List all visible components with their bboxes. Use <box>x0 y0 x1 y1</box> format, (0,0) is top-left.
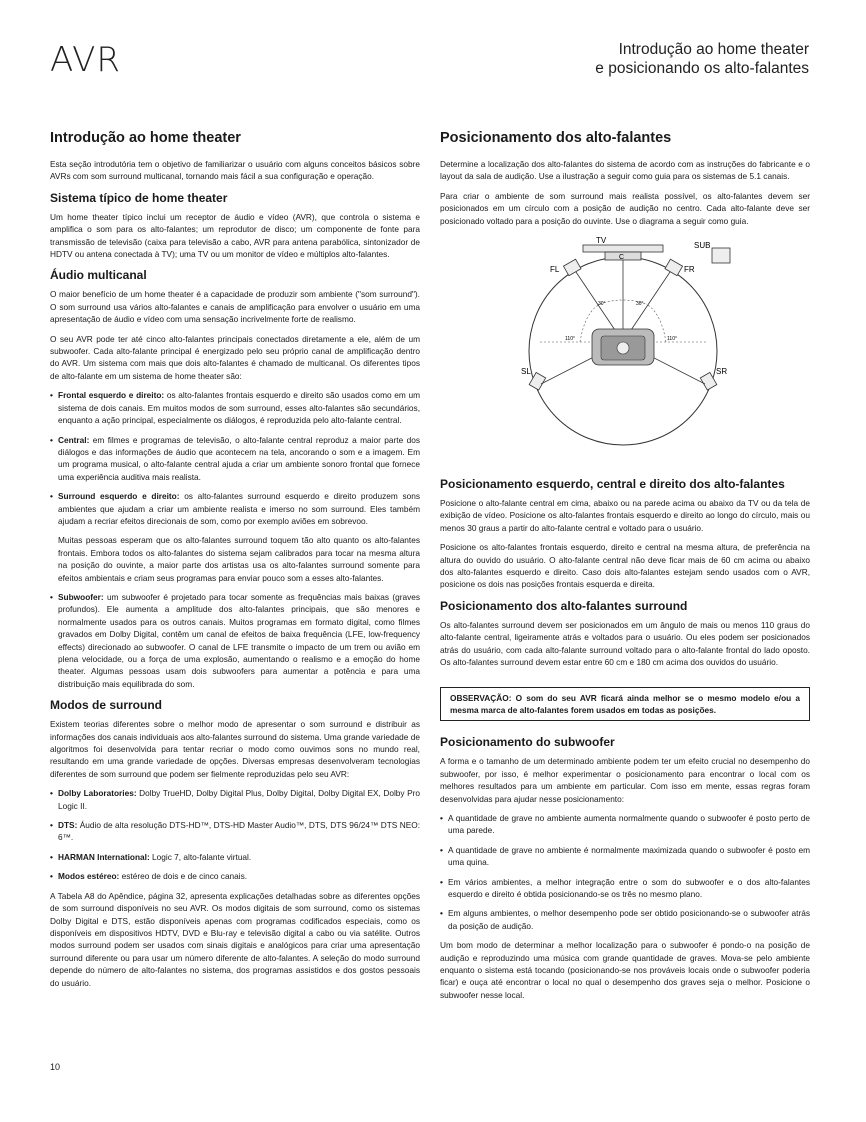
placement-paragraph-1: Determine a localização dos alto-falantes do sistema de acordo com as instruções do fabricante e o layout da sala de audição. Use a ilustração a seguir como guia para os sistemas de 5.1 canais. <box>440 159 810 182</box>
list-text: um subwoofer é projetado para tocar somente as frequências mais baixas (graves profundos). Ele aumenta a amplitude dos alto-falantes principais, que são menores e normalmente usados para os outros canais. Muitos programas em formato digital, como filmes gravados em Dolby Digital, contêm um canal de efeitos de baixa frequência (LFE, low-frequency effects) direcionado ao subwoofer. O canal de LFE transmite o impacto de um trem ou avião em plena velocidade, ou a força de uma explosão, aumentando o realismo e a emoção do home theater. Algumas pessoas usam dois subwoofers para aumentar a potência e para uma distribuição mais equilibrada do som. <box>58 591 420 689</box>
list-item: • Em vários ambientes, a melhor integração entre o som do subwoofer e o dos alto-falantes esquerdo e direito é obtida posicionando-se os três no mesmo plano. <box>440 876 810 901</box>
label-angle-surround-left: 110° <box>565 336 575 343</box>
list-term: Subwoofer: <box>58 591 104 602</box>
page-number: 10 <box>50 1062 61 1072</box>
list-term: Frontal esquerdo e direito: <box>58 390 165 401</box>
list-item: • A quantidade de grave no ambiente é normalmente maximizada quando o subwoofer é posto em uma quina. <box>440 844 810 869</box>
note-text: OBSERVAÇÃO: O som do seu AVR ficará ainda melhor se o mesmo modelo e/ou a mesma marca de alto-falantes forem usados em todas as posições. <box>450 692 800 715</box>
section-title-placement: Posicionamento dos alto-falantes <box>440 130 672 146</box>
list-text: Logic 7, alto-falante virtual. <box>149 851 252 862</box>
right-column <box>440 130 810 1008</box>
heading-front-placement: Posicionamento esquerdo, central e direito dos alto-falantes <box>440 477 785 492</box>
list-item-harman <box>50 851 420 863</box>
list-text: em filmes e programas de televisão, o alto-falante central reproduz a maior parte dos diálogos e das informações de áudio que acontecem na tela, ancorando o som e a imagem. Em um programa musical, o alto-falante central ajuda a criar um ambiente sonoro frontal que fornece uma experiência auditiva mais realista. <box>58 434 420 482</box>
surround-paragraph-1: Os alto-falantes surround devem ser posicionados em um ângulo de mais ou menos 110 graus do alto-falante central, ligeiramente atrás e voltados para o usuário. Ou eles podem ser posicionados atrás do usuário, com cada alto-falante surround voltado para o alto-falante frontal do lado oposto. Os alto-falantes surround devem estar entre 60 cm e 180 cm acima dos ouvidos do usuário. <box>440 619 810 668</box>
label-center: C <box>619 254 625 262</box>
front-paragraph-1: Posicione o alto-falante central em cima, abaixo ou na parede acima ou abaixo da TV ou da tela de exibição de vídeo. Posicione os alto-falantes frontais esquerdo e direito ao longo do círculo, mais ou menos 30 graus a partir do alto-falante central e voltado para o usuário. <box>440 498 810 533</box>
list-item-stereo <box>50 870 420 882</box>
header-line-2: e posicionando os alto-falantes <box>595 60 809 77</box>
list-text: Áudio de alta resolução DTS-HD™, DTS-HD Master Audio™, DTS, DTS 96/24™ DTS NEO: 6™. <box>58 820 420 843</box>
list-text: os alto-falantes surround esquerdo e direito produzem sons ambientes que ajudam a criar um ambiente realista e imerso no som surround. Eles também ajudam a recriar efeitos direcionais de som, como por exemplo aviões em sobrevoo. <box>58 491 420 526</box>
label-sr: SR <box>716 367 728 377</box>
tv-screen <box>583 245 663 252</box>
surround-note-paragraph: Muitas pessoas esperam que os alto-falantes surround toquem tão alto quanto os alto-falantes frontais. Embora todos os alto-falantes do sistema sejam calibrados para tocar na mesma altura na posição do ouvinte, a maior parte dos artistas usa os alto-falantes surround somente para efeitos ambientais e criam seus programas para enviar pouco som a esses alto-falantes. <box>58 535 420 583</box>
left-column <box>50 130 420 996</box>
list-text: os alto-falantes frontais esquerdo e direito são usados como em um sistema de dois canais. Em muitos modos de som surround, esses alto-falantes são secundários, enquanto a ação principal, especialmente os diálogos, é reproduzida pelo alto-falante central. <box>58 390 421 426</box>
list-item-surround <box>50 490 420 527</box>
section-title-intro: Introdução ao home theater <box>50 130 241 146</box>
heading-surround-placement: Posicionamento dos alto-falantes surround <box>440 598 688 613</box>
label-angle-front-right: 30° <box>636 301 644 308</box>
listener-couch <box>592 329 654 365</box>
front-paragraph-2: Posicione os alto-falantes frontais esquerdo, direito e central na mesma altura, de preferência na altura do ouvido do usuário. O alto-falante central não deve ficar mais de 60 cm acima ou abaixo dos alto-falantes esquerdo e direito. Caso dois alto-falantes estejam sendo usados com o AVR, posicione os dois nas posições frontais esquerda e direita. <box>440 542 810 590</box>
list-term: DTS: <box>58 820 78 831</box>
brand-logo: AVR <box>50 40 121 80</box>
intro-paragraph: Esta seção introdutória tem o objetivo de familiarizar o usuário com alguns conceitos básicos sobre AVRs com som surround multicanal, tornando mais fácil a sua configuração e operação. <box>50 159 420 182</box>
note-box <box>440 687 810 722</box>
multichannel-paragraph-1: O maior benefício de um home theater é a capacidade de produzir som ambiente ("som surround"). O som surround usa vários alto-falantes e canais de amplificação para envolver o usuário em uma apresentação de áudio e vídeo com uma sensação incrivelmente forte de realismo. <box>50 289 420 325</box>
label-tv: TV <box>596 236 607 246</box>
list-term: Surround esquerdo e direito: <box>58 491 180 502</box>
speaker-placement-diagram <box>440 236 810 458</box>
listener-icon <box>617 342 629 354</box>
list-term: Central: <box>58 434 90 445</box>
label-fr: FR <box>684 265 695 275</box>
list-item: • Em alguns ambientes, o melhor desempenho pode ser obtido posicionando-se o subwoofer atrás da posição de audição. <box>440 907 810 932</box>
label-angle-front-left: 30° <box>598 301 606 308</box>
front-left-speaker <box>563 259 581 276</box>
list-item: • A quantidade de grave no ambiente aumenta normalmente quando o subwoofer é posto perto de uma parede. <box>440 812 810 837</box>
list-item-dts <box>50 819 420 844</box>
list-term: HARMAN International: <box>58 851 150 862</box>
header-line-1: Introdução ao home theater <box>618 41 809 58</box>
label-fl: FL <box>550 265 560 275</box>
list-text: estéreo de dois e de cinco canais. <box>119 871 248 882</box>
placement-paragraph-2: Para criar o ambiente de som surround mais realista possível, os alto-falantes devem ser posicionados em um círculo com a posição de audição no centro. Cada alto-falante deve ser posicionado voltado para a posição do ouvinte. Use o diagrama a seguir como guia. <box>440 190 810 226</box>
label-angle-surround-right: 110° <box>667 336 677 343</box>
multichannel-paragraph-2: O seu AVR pode ter até cinco alto-falantes principais conectados diretamente a ele, além de um subwoofer. Cada alto-falante principal é energizado pelo seu próprio canal de amplificação dentro do AVR. Um sistema com mais que dois alto-falantes é chamado de multicanal. Os diferentes tipos de alto-falante em um sistema de home theater são: <box>50 333 420 381</box>
subwoofer-box <box>712 248 730 263</box>
list-item-front <box>50 389 420 426</box>
heading-subwoofer-placement: Posicionamento do subwoofer <box>440 735 615 750</box>
list-item-dolby <box>50 787 420 812</box>
heading-typical-system: Sistema típico de home theater <box>50 190 228 205</box>
list-text: Dolby TrueHD, Dolby Digital Plus, Dolby Digital, Dolby Digital EX, Dolby Pro Logic II. <box>58 788 420 811</box>
heading-surround-modes: Modos de surround <box>50 698 162 713</box>
list-item-subwoofer <box>50 591 420 690</box>
page-header <box>595 40 809 78</box>
typical-system-paragraph: Um home theater típico inclui um receptor de áudio e vídeo (AVR), que controla o sistema e amplifica o som para os alto-falantes; um reprodutor de disco; um componente de fonte para transmissão de televisão (caixa para televisão a cabo, AVR para antena parabólica, sintonizador de HDTV ou antena conectada à TV); uma TV ou um monitor de vídeo e múltiplos alto-falantes. <box>50 211 420 260</box>
modes-paragraph-1: Existem teorias diferentes sobre o melhor modo de apresentar o som surround e distribuir as informações dos canais individuais aos alto-falantes surround do sistema. Uma grande variedade de algoritmos foi desenvolvida para tentar recriar o modo como ouvimos sons no mundo real, resultando em uma grande variedade de opções. Diversas empresas desenvolveram tecnologias diferentes de som surround que podem ser fielmente reproduzidas pelo seu AVR: <box>50 719 420 779</box>
label-sl: SL <box>521 367 531 377</box>
subwoofer-paragraph-2: Um bom modo de determinar a melhor localização para o subwoofer é pondo-o na posição de audição e reproduzindo uma música com grande quantidade de graves. Mova-se pelo ambiente enquanto o sistema está tocando (posicionando-se nos prováveis locais onde o subwoofer poderia ficar) e ouça até encontrar o local no qual o desempenho dos graves seja o melhor. Posicione o subwoofer nesse local. <box>440 940 810 1000</box>
list-item-center <box>50 434 420 484</box>
heading-multichannel: Áudio multicanal <box>50 268 147 283</box>
subwoofer-paragraph-1: A forma e o tamanho de um determinado ambiente podem ter um efeito crucial no desempenho do subwoofer, por isso, é melhor experimentar o posicionamento para encontrar o local com os melhores resultados para um ambiente em particular. Com isso em mente, essas regras foram desenvolvidas para ajudar nesse posicionamento: <box>440 756 810 804</box>
list-term: Modos estéreo: <box>58 871 120 882</box>
front-right-speaker <box>665 259 683 276</box>
list-term: Dolby Laboratories: <box>58 788 137 799</box>
label-sub: SUB <box>694 241 711 251</box>
modes-paragraph-2: A Tabela A8 do Apêndice, página 32, apresenta explicações detalhadas sobre as diferentes opções de som surround disponíveis no seu AVR. Os modos digitais de som surround, como os sistemas Dolby Digital e DTS, estão disponíveis apenas com programas codificados especiais, como os disponíveis em dispositivos HDTV, DVD e Blu-ray e televisão digital a cabo ou via satélite. Outros modos surround podem ser usados com sinais digitais e analógicos para criar uma apresentação surround diferente ou para usar um número diferente de alto-falantes. A seleção do modo surround depende do número de alto-falantes no sistema, dos programas assistidos e dos gostos pessoais do usuário. <box>50 890 420 988</box>
